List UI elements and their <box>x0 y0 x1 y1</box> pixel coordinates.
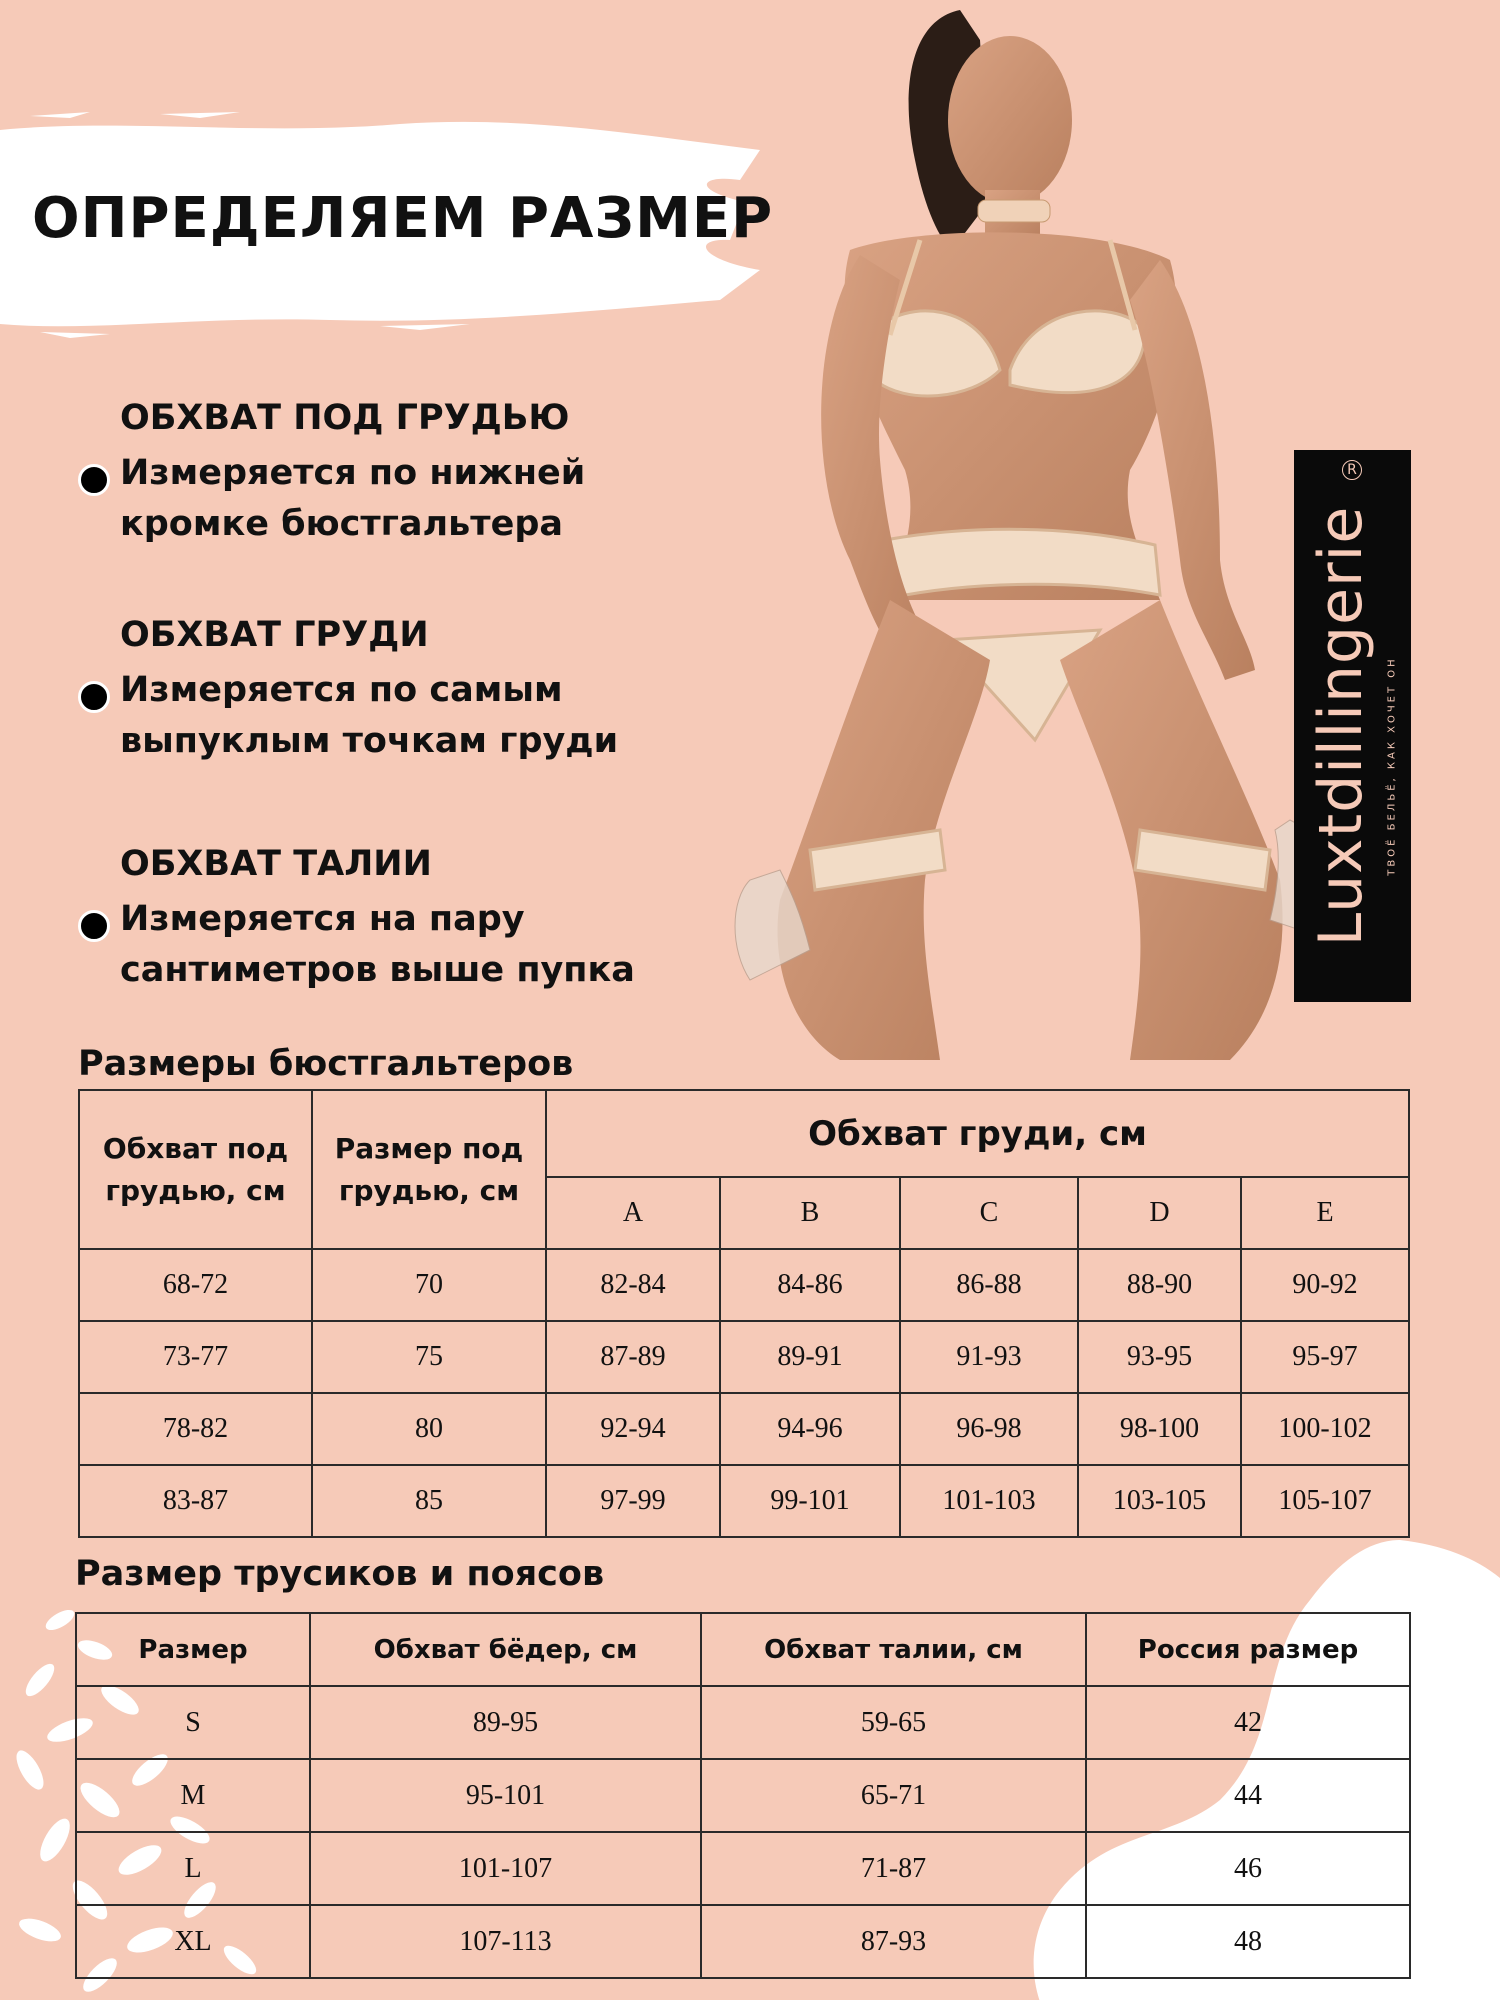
table-row <box>76 1686 1410 1759</box>
measurement-title: ОБХВАТ ГРУДИ <box>120 615 429 655</box>
table-row <box>79 1465 1409 1537</box>
cup-header: E <box>1241 1177 1409 1249</box>
bullet-icon <box>78 910 110 942</box>
table-cell: 59-65 <box>701 1686 1086 1759</box>
header-band-size: Размер под грудью, см <box>312 1090 546 1249</box>
table-cell: XL <box>76 1905 310 1978</box>
table-row <box>79 1321 1409 1393</box>
measurement-description: Измеряется на пару сантиметров выше пупка <box>120 899 635 990</box>
header-bust: Обхват груди, см <box>546 1090 1409 1177</box>
brand-logo <box>1294 450 1411 1002</box>
table-cell: 84-86 <box>720 1249 900 1321</box>
header-size: Размер <box>76 1613 310 1686</box>
page-title: ОПРЕДЕЛЯЕМ РАЗМЕР <box>32 186 774 251</box>
header-underbust: Обхват под грудью, см <box>79 1090 312 1249</box>
table-row <box>76 1905 1410 1978</box>
cup-header: A <box>546 1177 720 1249</box>
table-cell: 46 <box>1086 1832 1410 1905</box>
table-cell: 107-113 <box>310 1905 701 1978</box>
table-cell: 95-101 <box>310 1759 701 1832</box>
table-cell: 48 <box>1086 1905 1410 1978</box>
table-row <box>76 1759 1410 1832</box>
table-cell: 97-99 <box>546 1465 720 1537</box>
table-cell: 89-95 <box>310 1686 701 1759</box>
brand-tagline: ТВОЁ БЕЛЬЁ, КАК ХОЧЕТ ОН <box>1386 656 1398 876</box>
table-cell: 90-92 <box>1241 1249 1409 1321</box>
table-cell: 91-93 <box>900 1321 1078 1393</box>
cup-header: B <box>720 1177 900 1249</box>
table-cell: 65-71 <box>701 1759 1086 1832</box>
panty-size-table <box>75 1612 1411 1979</box>
table-cell: 83-87 <box>79 1465 312 1537</box>
table-cell: 101-107 <box>310 1832 701 1905</box>
table-row <box>79 1393 1409 1465</box>
table-header-row <box>79 1090 1409 1177</box>
cup-header: C <box>900 1177 1078 1249</box>
table-cell: 87-89 <box>546 1321 720 1393</box>
header-russia-size: Россия размер <box>1086 1613 1410 1686</box>
table-cell: 75 <box>312 1321 546 1393</box>
cup-header: D <box>1078 1177 1241 1249</box>
table-cell: 100-102 <box>1241 1393 1409 1465</box>
table-cell: 85 <box>312 1465 546 1537</box>
table-cell: 80 <box>312 1393 546 1465</box>
table-cell: 93-95 <box>1078 1321 1241 1393</box>
table-cell: 68-72 <box>79 1249 312 1321</box>
table-cell: 70 <box>312 1249 546 1321</box>
table-cell: 73-77 <box>79 1321 312 1393</box>
bra-section-title: Размеры бюстгальтеров <box>78 1044 574 1084</box>
table-cell: 89-91 <box>720 1321 900 1393</box>
table-cell: 87-93 <box>701 1905 1086 1978</box>
measurement-title: ОБХВАТ ТАЛИИ <box>120 844 432 884</box>
model-photo <box>690 0 1340 1100</box>
table-cell: 44 <box>1086 1759 1410 1832</box>
header-hips: Обхват бёдер, см <box>310 1613 701 1686</box>
table-cell: 103-105 <box>1078 1465 1241 1537</box>
measurement-description: Измеряется по нижней кромке бюстгальтера <box>120 453 586 544</box>
table-cell: 99-101 <box>720 1465 900 1537</box>
table-cell: 42 <box>1086 1686 1410 1759</box>
bullet-icon <box>78 681 110 713</box>
table-cell: 82-84 <box>546 1249 720 1321</box>
table-cell: 95-97 <box>1241 1321 1409 1393</box>
table-cell: 101-103 <box>900 1465 1078 1537</box>
table-cell: S <box>76 1686 310 1759</box>
table-row <box>76 1832 1410 1905</box>
table-row <box>79 1249 1409 1321</box>
table-cell: 96-98 <box>900 1393 1078 1465</box>
table-cell: 78-82 <box>79 1393 312 1465</box>
bullet-icon <box>78 464 110 496</box>
table-cell: 88-90 <box>1078 1249 1241 1321</box>
table-cell: 86-88 <box>900 1249 1078 1321</box>
registered-mark: R <box>1342 460 1362 480</box>
table-cell: 98-100 <box>1078 1393 1241 1465</box>
table-cell: L <box>76 1832 310 1905</box>
header-waist: Обхват талии, см <box>701 1613 1086 1686</box>
panty-section-title: Размер трусиков и поясов <box>75 1554 605 1594</box>
table-cell: 105-107 <box>1241 1465 1409 1537</box>
bra-size-table <box>78 1089 1410 1538</box>
table-cell: 71-87 <box>701 1832 1086 1905</box>
table-cell: 94-96 <box>720 1393 900 1465</box>
brand-name: Luxtdillingerie <box>1305 505 1376 947</box>
measurement-description: Измеряется по самым выпуклым точкам груди <box>120 670 619 761</box>
table-cell: M <box>76 1759 310 1832</box>
measurement-title: ОБХВАТ ПОД ГРУДЬЮ <box>120 398 570 438</box>
table-header-row <box>76 1613 1410 1686</box>
table-cell: 92-94 <box>546 1393 720 1465</box>
